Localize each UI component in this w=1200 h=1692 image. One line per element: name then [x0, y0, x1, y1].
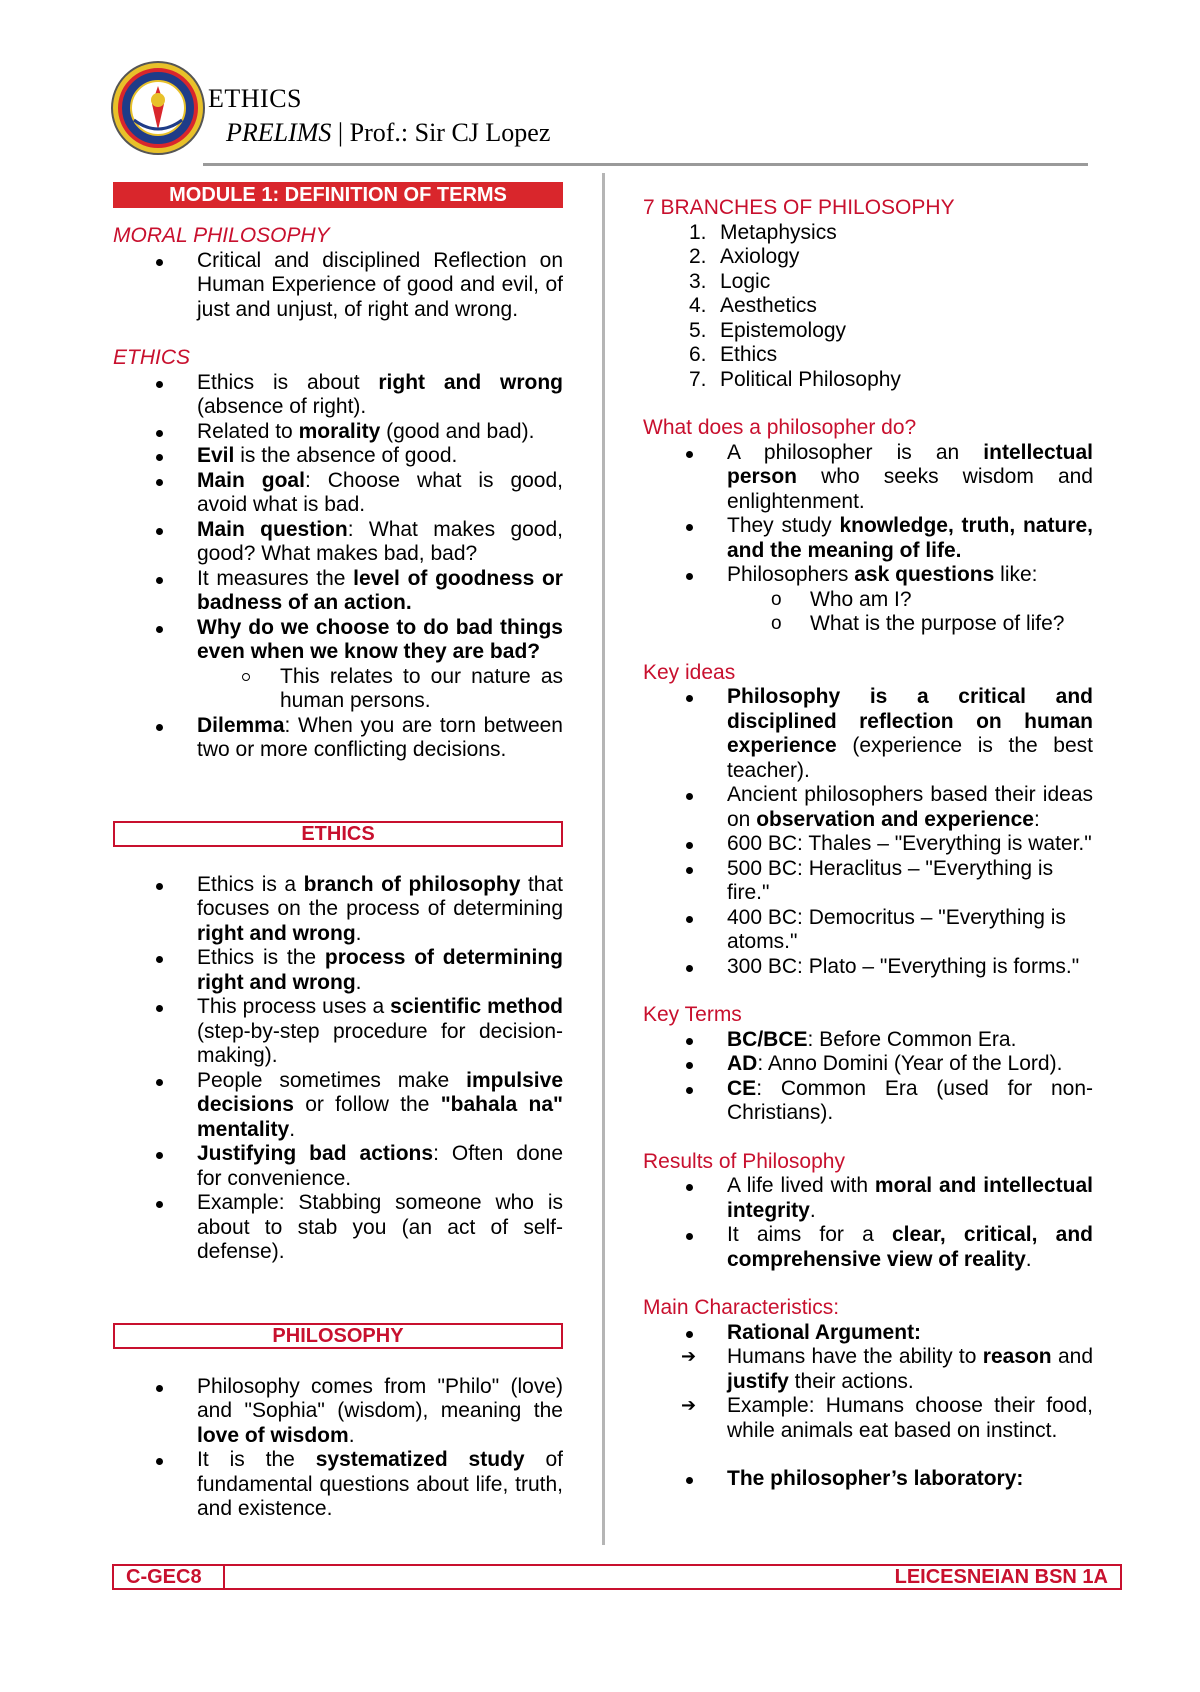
text: (experience is the best teacher).	[727, 734, 1093, 782]
list-item	[643, 1052, 1093, 1077]
bold-text: impulsive decisions	[197, 1068, 563, 1116]
bold-text: Philosophy is a critical and disciplined reflection on human experience	[727, 685, 1093, 757]
arrow-list-item: ➔ Example: Humans choose their food, while animals eat based on instinct.	[643, 1394, 1093, 1443]
philosophy-list	[113, 1375, 563, 1522]
bold-text: morality	[298, 419, 381, 443]
list-item	[643, 563, 1093, 588]
bold-text: branch of philosophy	[303, 872, 521, 896]
bold-text: CE	[727, 1076, 757, 1100]
branch-name: Axiology	[720, 245, 800, 268]
list-item	[113, 1142, 563, 1191]
bold-text: Dilemma	[197, 713, 285, 737]
text: Ethics is about	[197, 370, 379, 394]
list-item	[643, 294, 1093, 319]
list-item	[643, 1028, 1093, 1053]
list-item	[113, 946, 563, 995]
bold-text: right and wrong	[378, 370, 563, 394]
ethics-list	[113, 873, 563, 1265]
text: or follow the	[293, 1093, 441, 1116]
branch-name: Aesthetics	[720, 294, 817, 317]
list-item	[113, 1069, 563, 1143]
list-item	[113, 371, 563, 420]
bold-text: justify	[727, 1369, 789, 1393]
section-heading: What does a philosopher do?	[643, 416, 917, 439]
list-item	[643, 514, 1093, 563]
bold-text: moral and intellectual integrity	[727, 1174, 1093, 1222]
header-rule	[203, 163, 1088, 166]
list-item	[113, 714, 563, 763]
bold-text: love of wisdom	[197, 1423, 349, 1447]
footer-author-box	[223, 1564, 1122, 1590]
bold-text: clear, critical, and comprehensive view of reality	[727, 1223, 1093, 1271]
list-item	[643, 1467, 1093, 1492]
list-item	[643, 270, 1093, 295]
list-item	[643, 1321, 1093, 1346]
sub-list-item: o What is the purpose of life?	[643, 612, 1093, 637]
section-heading: Results of Philosophy	[643, 1149, 845, 1173]
document-title: ETHICS	[208, 84, 302, 113]
characteristics-section	[643, 1296, 1093, 1492]
key-terms-section	[643, 1003, 1093, 1126]
sub-list-item: This relates to our nature as human persons.	[197, 665, 563, 714]
section-heading: ETHICS	[113, 346, 191, 369]
branch-name: Logic	[720, 269, 771, 293]
section-heading: Main Characteristics:	[643, 1296, 840, 1319]
list-item	[643, 685, 1093, 783]
text: (good and bad).	[380, 419, 535, 443]
university-seal-logo	[110, 60, 206, 156]
text: .	[289, 1117, 296, 1141]
list-item: 300 BC: Plato – "Everything is forms."	[643, 955, 1093, 980]
document-subtitle	[226, 118, 550, 148]
branch-name: Ethics	[720, 343, 778, 366]
text: : Common Era (used for non-Christians).	[727, 1076, 1093, 1124]
list-item: 600 BC: Thales – "Everything is water."	[643, 832, 1093, 857]
list-item	[113, 567, 563, 616]
text: It measures the	[197, 566, 354, 590]
text: like:	[994, 563, 1038, 586]
list-number: 4.	[689, 294, 707, 317]
list-item	[113, 873, 563, 947]
text: A philosopher is an	[727, 440, 984, 464]
list-item	[113, 995, 563, 1069]
list-number: 2.	[689, 245, 707, 268]
left-column	[113, 182, 563, 1522]
text: is the absence of good.	[234, 444, 458, 467]
bold-text: Main goal	[197, 468, 305, 492]
text: (absence of right).	[197, 395, 367, 418]
list-item	[113, 1448, 563, 1522]
list-item	[643, 245, 1093, 270]
text: (step-by-step procedure for decision-making).	[197, 1019, 563, 1067]
branches-section	[643, 196, 1093, 392]
list-item	[643, 1223, 1093, 1272]
bold-text: scientific method	[390, 995, 563, 1018]
section-heading: MORAL PHILOSOPHY	[113, 224, 330, 247]
bold-text: observation and experience	[756, 807, 1034, 831]
bold-text: The philosopher’s laboratory:	[727, 1467, 1024, 1490]
bold-text: "bahala na" mentality	[197, 1093, 563, 1141]
list-item	[643, 1174, 1093, 1223]
philosopher-section	[643, 416, 1093, 637]
footer-course-box	[112, 1564, 225, 1590]
text: This process uses a	[197, 995, 391, 1018]
text: .	[348, 1423, 355, 1447]
philosophy-banner: PHILOSOPHY	[113, 1323, 563, 1349]
text: that focuses on the process of determining	[197, 872, 563, 920]
text: They study	[727, 514, 840, 537]
subtitle-professor: | Prof.: Sir CJ Lopez	[331, 118, 551, 147]
list-number: 6.	[689, 343, 707, 366]
key-ideas-section	[643, 661, 1093, 980]
list-item	[643, 343, 1093, 368]
footer-author: LEICESNEIAN BSN 1A	[894, 1566, 1108, 1588]
list-item: 500 BC: Heraclitus – "Everything is fire."	[643, 857, 1093, 906]
bold-text: level of goodness or badness of an action.	[197, 566, 563, 614]
results-section	[643, 1150, 1093, 1273]
list-number: 5.	[689, 318, 707, 342]
section-heading: Key ideas	[643, 660, 736, 684]
text: A life lived with	[727, 1174, 875, 1197]
text: : What makes good, good? What makes bad, bad?	[197, 517, 563, 565]
branch-name: Metaphysics	[720, 220, 837, 244]
bold-text: AD	[727, 1052, 758, 1075]
text: Ethics is the	[197, 946, 325, 969]
footer-course-code: C-GEC8	[126, 1566, 202, 1588]
section-heading: 7 BRANCHES OF PHILOSOPHY	[643, 196, 955, 219]
list-item	[643, 368, 1093, 393]
bold-text: systematized study	[315, 1448, 525, 1471]
list-item: Critical and disciplined Reflection on Human Experience of good and evil, of just and unjust, of right and wrong.	[113, 249, 563, 323]
bold-text: Evil	[197, 444, 235, 467]
bold-text: BC/BCE	[727, 1027, 808, 1051]
ethics-banner: ETHICS	[113, 821, 563, 847]
bold-text: Rational Argument:	[727, 1320, 922, 1344]
text: and	[1051, 1345, 1094, 1368]
branch-name: Political Philosophy	[720, 367, 901, 391]
bold-text: knowledge, truth, nature, and the meaning of life.	[727, 514, 1093, 562]
subtitle-term: PRELIMS	[226, 118, 332, 147]
bold-text: Justifying bad actions	[197, 1142, 434, 1165]
bold-text: Main question	[197, 517, 348, 541]
list-item	[643, 783, 1093, 832]
section-heading: Key Terms	[643, 1003, 742, 1026]
text: :	[1033, 807, 1040, 831]
moral-philosophy-section	[113, 224, 563, 322]
list-item	[643, 319, 1093, 344]
text: .	[1025, 1247, 1032, 1271]
text: : Anno Domini (Year of the Lord).	[757, 1052, 1063, 1075]
bold-text: Why do we choose to do bad things even when we know they are bad?	[197, 615, 563, 663]
arrow-list-item	[643, 1345, 1093, 1394]
bold-text: process of determining right and wrong	[197, 946, 563, 994]
text: who seeks wisdom and enlightenment.	[727, 465, 1093, 513]
text: : Choose what is good, avoid what is bad.	[197, 468, 563, 516]
text: Philosophers	[727, 563, 855, 586]
text: .	[355, 921, 362, 945]
bold-text: right and wrong	[197, 921, 356, 945]
module-banner: MODULE 1: DEFINITION OF TERMS	[113, 182, 563, 208]
text: .	[809, 1198, 816, 1222]
ethics-definition-section	[113, 346, 563, 763]
text: : Often done for convenience.	[197, 1142, 563, 1190]
list-item	[113, 1375, 563, 1449]
text: Ethics is a	[197, 872, 304, 896]
text: : When you are torn between two or more conflicting decisions.	[197, 713, 563, 761]
list-item	[643, 441, 1093, 515]
list-item	[643, 1077, 1093, 1126]
text: It is the	[197, 1448, 316, 1471]
text: It aims for a	[727, 1223, 892, 1246]
text: Ancient philosophers based their ideas on	[727, 783, 1093, 831]
bold-text: reason	[982, 1345, 1052, 1368]
text: Related to	[197, 419, 299, 443]
bold-text: intellectual person	[727, 440, 1093, 488]
branches-list	[643, 221, 1093, 393]
list-number: 7.	[689, 367, 707, 391]
column-divider	[602, 173, 605, 1545]
list-item: 400 BC: Democritus – "Everything is atoms."	[643, 906, 1093, 955]
list-item	[113, 420, 563, 445]
text: their actions.	[788, 1369, 914, 1393]
text: Philosophy comes from "Philo" (love) and "Sophia" (wisdom), meaning the	[197, 1374, 563, 1422]
bold-text: ask questions	[854, 563, 995, 586]
list-item	[113, 518, 563, 567]
branch-name: Epistemology	[720, 318, 847, 342]
text: Humans have the ability to	[727, 1345, 983, 1368]
list-number: 1.	[689, 220, 707, 244]
list-item	[113, 444, 563, 469]
text: People sometimes make	[197, 1068, 467, 1092]
text: of fundamental questions about life, truth, and existence.	[197, 1448, 563, 1520]
list-number: 3.	[689, 269, 707, 293]
text: : Before Common Era.	[807, 1027, 1017, 1051]
list-item: Example: Stabbing someone who is about to stab you (an act of self-defense).	[113, 1191, 563, 1265]
list-item	[643, 221, 1093, 246]
list-item	[113, 616, 563, 714]
sub-list-item: o Who am I?	[643, 588, 1093, 613]
text: .	[355, 970, 362, 994]
right-column	[643, 196, 1093, 1492]
list-item	[113, 469, 563, 518]
